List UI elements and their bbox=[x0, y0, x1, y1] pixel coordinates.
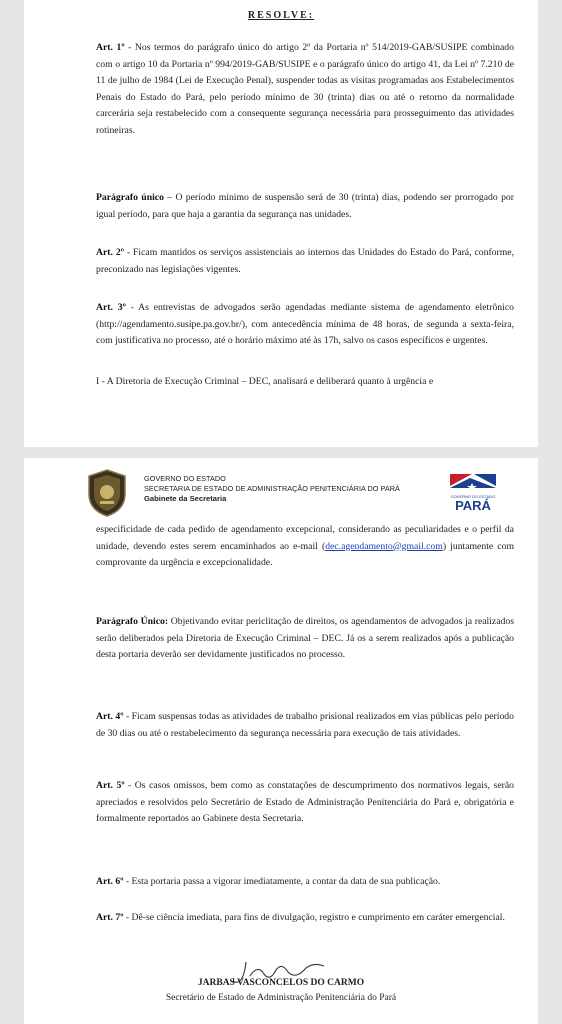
letterhead-line-2: SECRETARIA DE ESTADO DE ADMINISTRAÇÃO PENITENCIÁRIA DO PARÁ bbox=[144, 484, 400, 493]
document-page-1 bbox=[24, 0, 538, 447]
signer-name: JARBAS VASCONCELOS DO CARMO bbox=[197, 978, 365, 988]
continuation-text: especificidade de cada pedido de agendamento excepcional, considerando as peculiaridades e o perfil da unidade, devendo estes serem encaminhados ao e-mail ( bbox=[96, 524, 514, 552]
signer-role: Secretário de Estado de Administração Penitenciária do Pará bbox=[165, 993, 397, 1003]
article-7 bbox=[96, 910, 514, 927]
article-1-label: Art. 1º bbox=[96, 42, 125, 53]
letterhead-line-1: GOVERNO DO ESTADO bbox=[144, 474, 226, 483]
article-5 bbox=[96, 778, 514, 828]
article-6 bbox=[96, 874, 514, 891]
paragraph-unico-1 bbox=[96, 190, 514, 223]
paragraph-unico-2-text: Objetivando evitar periclitação de direitos, os agendamentos de advogados ja realizados serão deliberados pela Diretoria de Execução Criminal – DEC. Já os a serem realizados após a publicação desta portaria deverão ser devidamente justificados no processo. bbox=[96, 616, 514, 660]
article-2-label: Art. 2º bbox=[96, 247, 124, 258]
letterhead-line-3: Gabinete da Secretaria bbox=[144, 494, 227, 503]
article-4 bbox=[96, 709, 514, 742]
article-3-text: - As entrevistas de advogados serão agendadas mediante sistema de agendamento eletrônico (http://agendamento.susipe.pa.gov.br/), com antecedência mínima de 48 horas, de segunda a sexta-feira, com justificativa no processo, até o horário máximo até às 17h, salvo os casos específicos e urgentes. bbox=[96, 302, 514, 346]
article-6-label: Art. 6º bbox=[96, 876, 124, 887]
article-2 bbox=[96, 245, 514, 278]
article-7-text: - Dê-se ciência imediata, para fins de divulgação, registro e cumprimento em caráter emergencial. bbox=[123, 912, 505, 923]
logo-para-word: PARÁ bbox=[455, 498, 491, 512]
para-state-logo bbox=[444, 472, 502, 512]
article-1-text: - Nos termos do parágrafo único do artigo 2º da Portaria nº 514/2019-GAB/SUSIPE combinado com o artigo 10 da Portaria nº 994/2019-GAB/SUSIPE e o parágrafo único do artigo 41, da Lei nº 7.210 de 11 de julho de 1984 (Lei de Execução Penal), suspender todas as visitas programadas aos Estabelecimentos Penais do Estado do Pará, pelo período mínimo de 30 (trinta) dias ou até o retorno da normalidade carcerária seja restabelecido com a consequente segurança necessária para prosseguimento das atividades rotineiras. bbox=[96, 42, 514, 136]
article-3 bbox=[96, 300, 514, 350]
article-7-label: Art. 7º bbox=[96, 912, 124, 923]
article-3-item-1-continuation bbox=[96, 522, 514, 572]
paragraph-unico-2-label: Parágrafo Único: bbox=[96, 616, 169, 627]
article-3-label: Art. 3º bbox=[96, 302, 126, 313]
seal-icon bbox=[86, 468, 128, 518]
letterhead bbox=[144, 474, 400, 504]
email-link[interactable]: dec.agendamento@gmail.com bbox=[325, 540, 443, 552]
article-1 bbox=[96, 40, 514, 139]
paragraph-unico-2 bbox=[96, 614, 514, 664]
article-5-label: Art. 5º bbox=[96, 780, 125, 791]
article-3-item-1-text: I - A Diretoria de Execução Criminal – DEC, analisará e deliberará quanto à urgência e bbox=[96, 376, 434, 387]
article-4-text: - Ficam suspensas todas as atividades de trabalho prisional realizados em vias públicas pelo período de 30 dias ou até o restabelecimento da segurança necessária para execução de tais atividades. bbox=[96, 711, 514, 739]
article-4-label: Art. 4º bbox=[96, 711, 124, 722]
document-page-2 bbox=[24, 458, 538, 1024]
paragraph-unico-1-label: Parágrafo único bbox=[96, 192, 164, 203]
resolve-heading: RESOLVE: bbox=[247, 10, 315, 21]
article-5-text: - Os casos omissos, bem como as constatações de descumprimento dos normativos legais, serão apreciados e resolvidos pelo Secretário de Estado de Administração Penitenciária do Pará e, obrigatória e formalmente reportados ao Gabinete desta Secretaria. bbox=[96, 780, 514, 824]
paragraph-unico-1-text: – O período mínimo de suspensão será de 30 (trinta) dias, podendo ser prorrogado por igual período, para que haja a garantia da segurança nas unidades. bbox=[96, 192, 514, 220]
logo-small-text: GOVERNO DO ESTADO bbox=[450, 494, 496, 499]
article-6-text: - Esta portaria passa a vigorar imediatamente, a contar da data de sua publicação. bbox=[123, 876, 441, 887]
continuation-text-2: ) juntamente com comprovante da urgência e excepcionalidade. bbox=[96, 540, 514, 568]
article-2-text: - Ficam mantidos os serviços assistenciais ao internos das Unidades do Estado do Pará, conforme, preconizado nas legislações vigentes. bbox=[96, 247, 514, 275]
article-3-item-1 bbox=[96, 374, 514, 391]
